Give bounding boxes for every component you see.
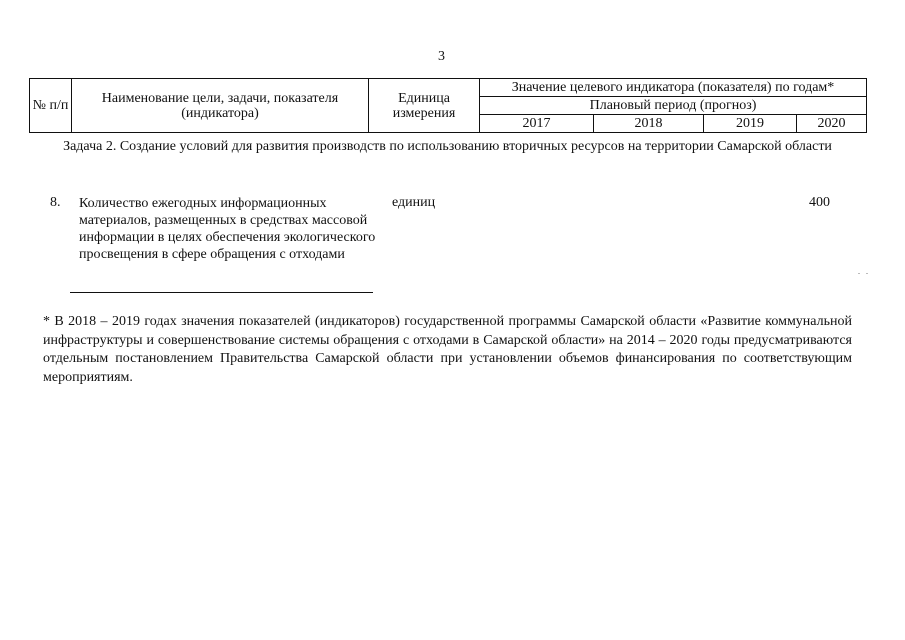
header-name: Наименование цели, задачи, показателя (индикатора) (72, 79, 369, 133)
scan-artifact (866, 273, 868, 274)
row-number: 8. (50, 195, 61, 210)
header-unit: Единица измерения (369, 79, 480, 133)
footnote-separator (70, 292, 373, 293)
header-num: № п/п (30, 79, 72, 133)
row-indicator-name: Количество ежегодных информационных материалов, размещенных в средствах массовой информации в целях обеспечения экологического просвещения в сфере обращения с отходами (79, 196, 376, 262)
row-unit: единиц (392, 195, 436, 210)
indicator-table-header (29, 78, 867, 133)
footnote: * В 2018 – 2019 годах значения показателей (индикаторов) государственной программы Самарской области «Развитие коммунальной инфраструктуры и совершенствование системы обращения с отходами в Самарской области» на 2014 – 2020 годы предусматриваются отдельным постановлением Правительства Самарской области при установлении объемов финансирования по соответствующим мероприятиям. (43, 314, 852, 385)
task-heading: Задача 2. Создание условий для развития производств по использованию вторичных ресурсов на территории Самарской области (63, 139, 832, 154)
header-year-2017: 2017 (480, 115, 594, 133)
header-year-2019: 2019 (704, 115, 797, 133)
header-indicator-values: Значение целевого индикатора (показателя) по годам* (480, 79, 867, 97)
header-year-2020: 2020 (797, 115, 867, 133)
row-value-2020: 400 (809, 195, 830, 210)
page-number: 3 (438, 49, 445, 64)
header-planned-period: Плановый период (прогноз) (480, 97, 867, 115)
scan-artifact (858, 273, 860, 274)
header-year-2018: 2018 (594, 115, 704, 133)
